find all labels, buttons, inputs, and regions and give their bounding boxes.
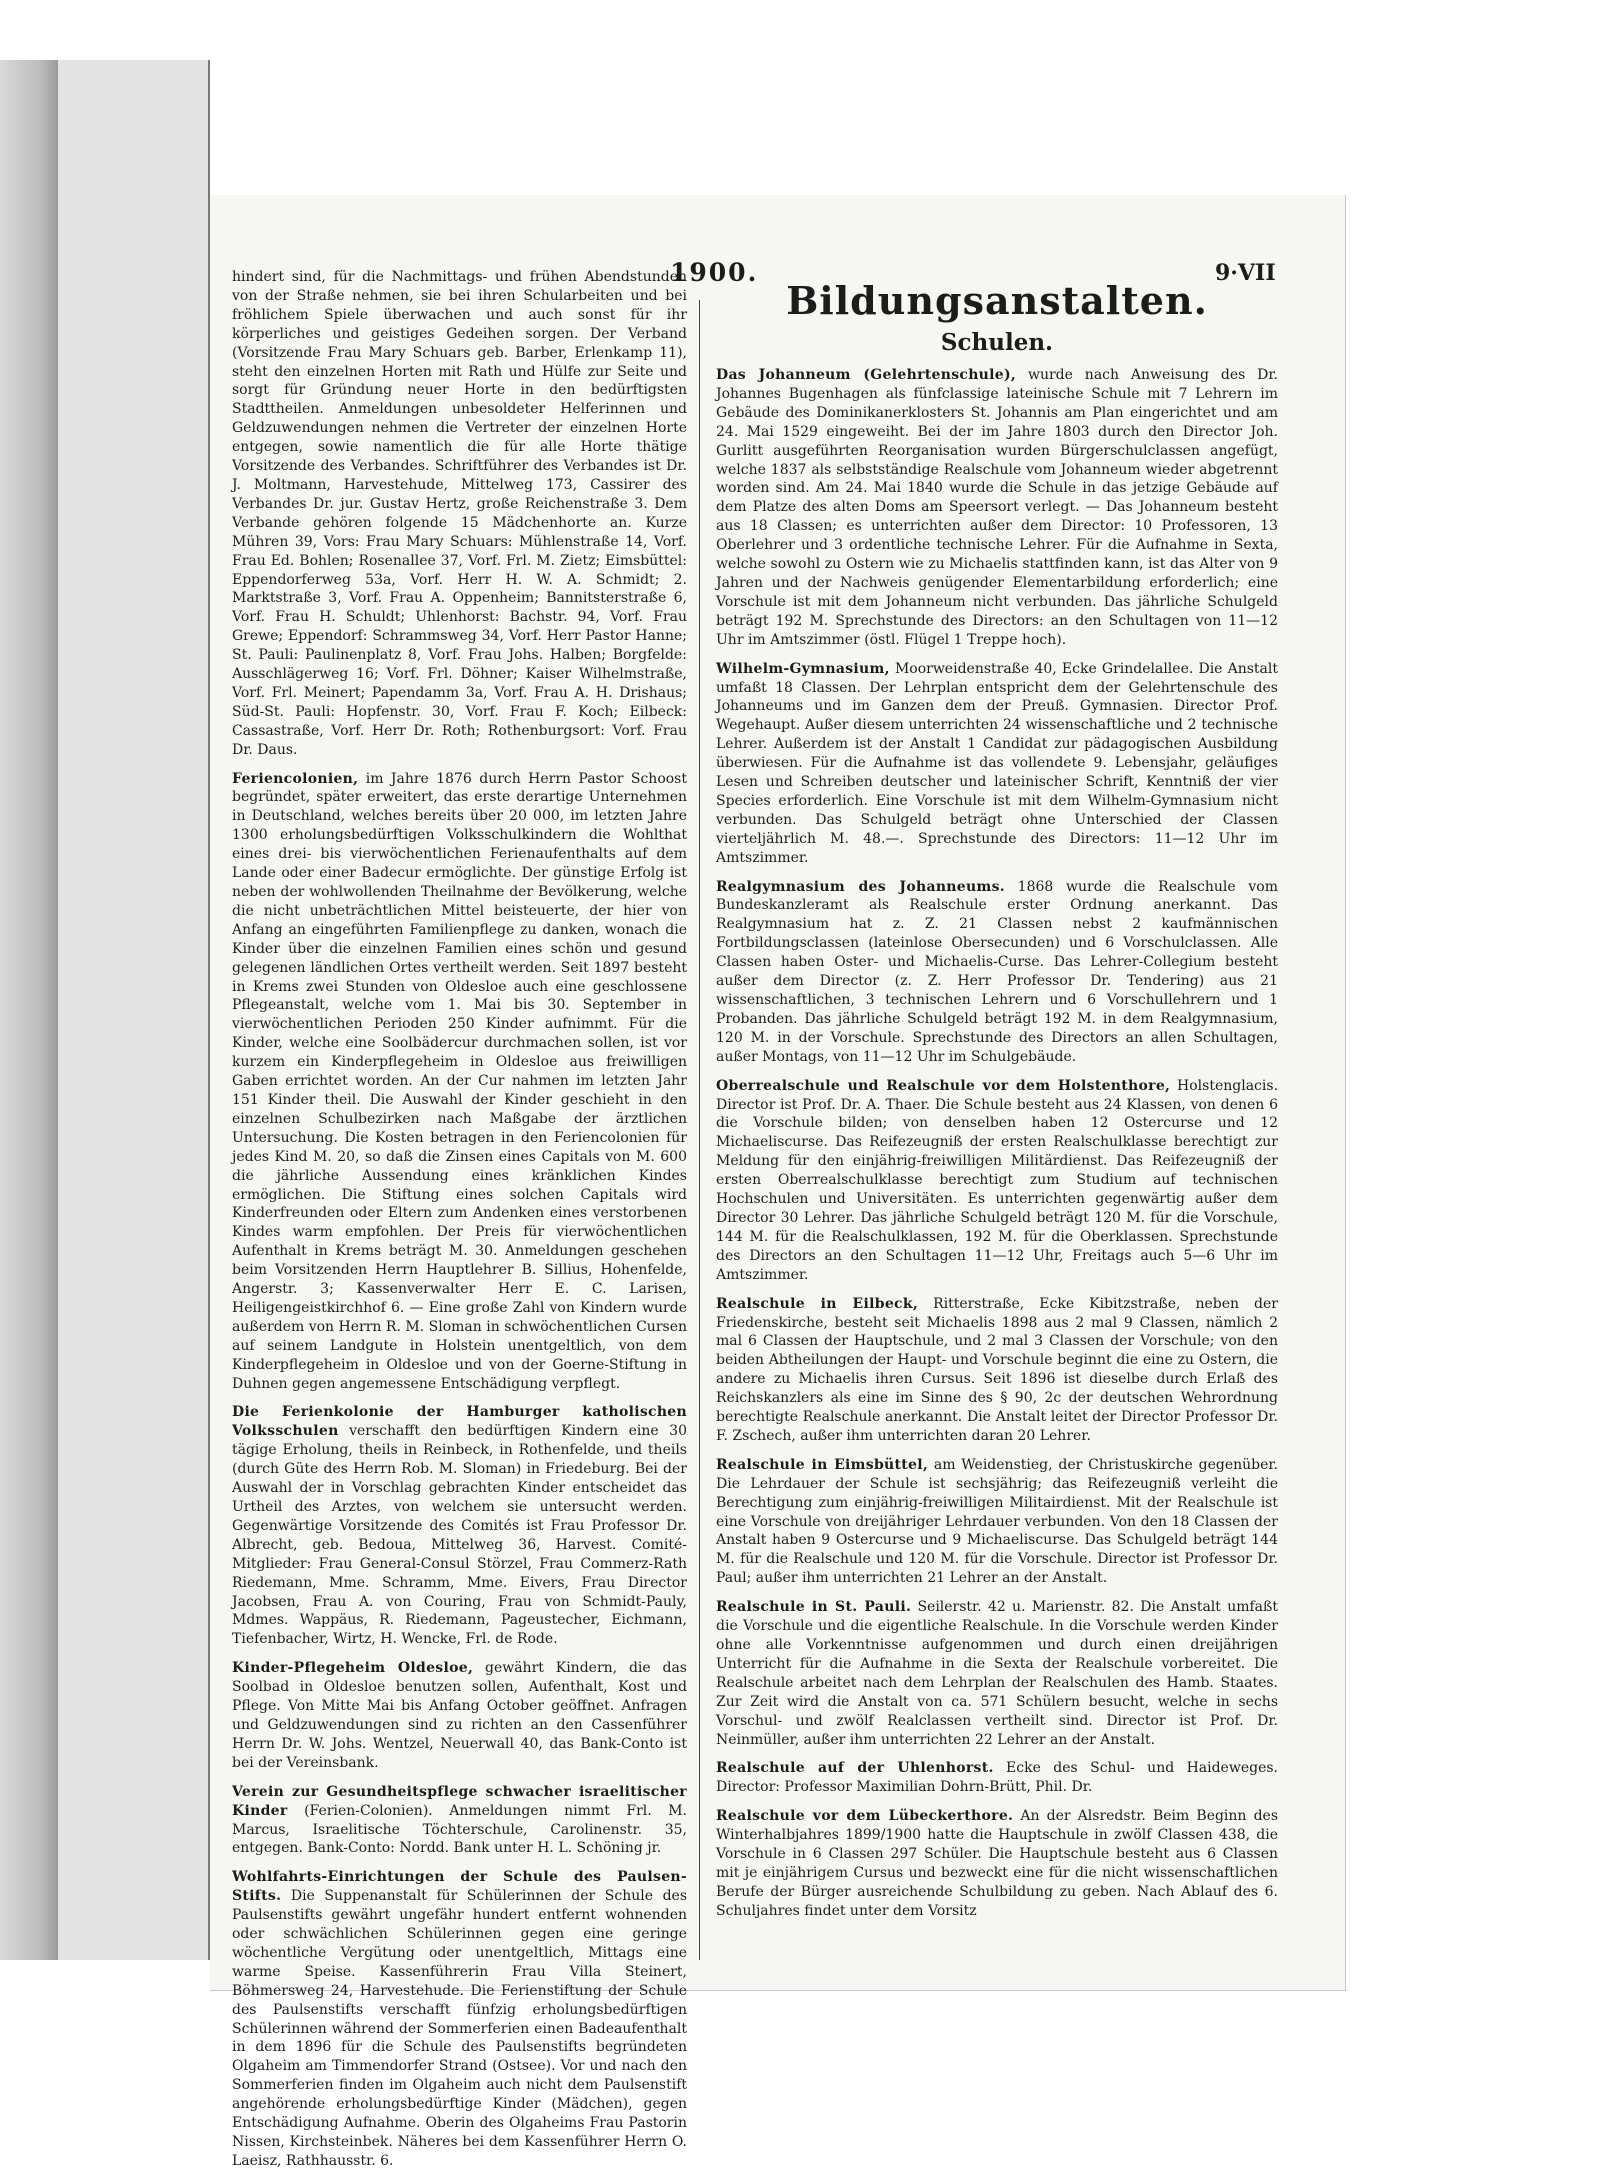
right-column	[716, 278, 1278, 1931]
paragraph-title: Feriencolonien,	[232, 770, 359, 787]
paragraph	[716, 1077, 1278, 1285]
paragraph	[716, 1456, 1278, 1588]
paragraph-text: gewährt Kindern, die das Soolbad in Oldesloe benutzen sollen, Aufenthalt, Kost und Pflege. Von Mitte Mai bis Anfang October geöffnet. Anfragen und Geldzuwendungen sind zu richten an den Cassenführer Herrn Dr. W. Johs. Wentzel, Neuerwall 40, das Bank-Conto ist bei der Vereinsbank.	[232, 1660, 687, 1771]
paragraph-title: Das Johanneum (Gelehrtenschule),	[716, 367, 1017, 383]
paragraph-title: Realschule in St. Pauli.	[716, 1599, 912, 1616]
paragraph-text: am Weidenstieg, der Christuskirche gegenüber. Die Lehrdauer der Schule ist sechsjährig; das Reifezeugniß verleiht die Berechtigung zum einjährig-freiwilligen Militairdienst. Mit der Realschule ist eine Vorschule von dreijähriger Lehrdauer verbunden. Von den 18 Classen der Anstalt haben 9 Ostercurse und 9 Michaeliscurse. Das Schulgeld beträgt 144 M. für die Realschule und 120 M. für die Vorschule. Director ist Professor Dr. Paul; außer ihm unterrichten 21 Lehrer an der Anstalt.	[716, 1456, 1278, 1587]
paragraph	[232, 1659, 687, 1772]
paragraph	[716, 660, 1278, 868]
paragraph	[716, 1598, 1278, 1749]
paragraph	[716, 1295, 1278, 1446]
paragraph-title: Realgymnasium des Johanneums.	[716, 878, 1005, 895]
paragraph-text: hindert sind, für die Nachmittags- und frühen Abendstunden von der Straße nehmen, sie bei ihren Schularbeiten und bei fröhlichem Spiele überwachen und auch sonst für ihr körperliches und geistiges Gedeihen sorgen. Der Verband (Vorsitzende Frau Mary Schuars geb. Barber, Erlenkamp 11), steht den einzelnen Horten mit Rath und Hülfe zur Seite und sorgt für Gründung neuer Horte in den bedürftigsten Stadttheilen. Anmeldungen unbesoldeter Helferinnen und Geldzuwendungen nehmen die Vertreter der einzelnen Horte entgegen, sowie namentlich die für alle Horte thätige Vorsitzende des Verbandes. Schriftführer des Verbandes ist Dr. J. Moltmann, Harvestehude, Mittelweg 173, Cassirer des Verbandes Dr. jur. Gustav Hertz, große Reichenstraße 3. Dem Verbande gehören folgende 15 Mädchenhorte an. Kurze Mühren 39, Vors: Frau Mary Schuars: Mühlenstraße 14, Vorf. Frau Ed. Bohlen; Rosenallee 37, Vorf. Frl. M. Zietz; Eimsbüttel: Eppendorferweg 53a, Vorf. Herr H. W. A. Schmidt; 2. Marktstraße 3, Vorf. Frau A. Oppenheim; Bannitsterstraße 6, Vorf. Frau H. Schuldt; Uhlenhorst: Bachstr. 94, Vorf. Frau Grewe; Eppendorf: Schrammsweg 34, Vorf. Herr Pastor Hanne; St. Pauli: Paulinenplatz 8, Vorf. Frau Johs. Halben; Borgfelde: Ausschlägerweg 16; Vorf. Frl. Döhner; Kaiser Wilhelmstraße, Vorf. Frl. Meinert; Papendamm 3a, Vorf. Frau A. H. Drishaus; Süd-St. Pauli: Hopfenstr. 30, Vorf. Frau F. Koch; Eilbeck: Cassastraße, Vorf. Herr Dr. Roth; Rothenburgsort: Vorf. Frau Dr. Daus.	[232, 269, 687, 758]
paragraph	[232, 268, 687, 760]
paragraph-text: Ritterstraße, Ecke Kibitzstraße, neben der Friedenskirche, besteht seit Michaelis 1898 aus 2 mal 9 Classen, nämlich 2 mal 6 Classen der Hauptschule, und 2 mal 3 Classen der Vorschule; von den beiden Abtheilungen der Haupt- und Vorschule beginnt die eine zu Ostern, die andere zu Michaelis ihren Cursus. Seit 1896 ist dieselbe durch Erlaß des Reichskanzlers als eine im Sinne des § 90, 2c der deutschen Wehrordnung berechtigte Realschule anerkannt. Die Anstalt leitet der Director Professor Dr. F. Zschech, außer ihm unterrichten daran 20 Lehrer.	[716, 1295, 1278, 1444]
paragraph-text: im Jahre 1876 durch Herrn Pastor Schoost begründet, später erweitert, das erste derartige Unternehmen in Deutschland, welches bereits über 20 000, im letzten Jahre 1300 erholungsbedürftigen Volksschulkindern die Wohlthat eines drei- bis vierwöchentlichen Ferienaufenthalts auf dem Lande oder einer Badecur ermöglichte. Der günstige Erfolg ist neben der wohlwollenden Theilnahme der Bevölkerung, welche die nicht unbeträchtlichen Mittel beisteuerte, der hier von Anfang an eingeführten Familienpflege zu danken, wonach die Kinder über die einzelnen Familien eines schön und gesund gelegenen ländlichen Ortes vertheilt werden. Seit 1897 besteht in Krems zwei Stunden von Oldesloe auch eine geschlossene Pflegeanstalt, welche vom 1. Mai bis 30. September in vierwöchentlichen Perioden 250 Kinder aufnimmt. Für die Kinder, welche eine Soolbädercur durchmachen sollen, ist vor kurzem ein Kinderpflegeheim in Oldesloe aus freiwilligen Gaben errichtet worden. An der Cur nahmen im letzten Jahr 151 Kinder theil. Die Auswahl der Kinder geschieht in den einzelnen Schulbezirken nach Maßgabe der ärztlichen Untersuchung. Die Kosten betragen in den Feriencolonien für jedes Kind M. 20, so daß die Zinsen eines Capitals von M. 600 die jährliche Aussendung eines kränklichen Kindes ermöglichen. Die Stiftung eines solchen Capitals wird Kinderfreunden oder Eltern zum Andenken eines verstorbenen Kindes warm empfohlen. Der Preis für vierwöchentlichen Aufenthalt in Krems beträgt M. 30. Anmeldungen geschehen beim Vorsitzenden Herrn Hauptlehrer B. Sillius, Hohenfelde, Angerstr. 3; Kassenverwalter Herr E. C. Larisen, Heiligengeistkirchhof 6. — Eine große Zahl von Kindern wurde außerdem von Herrn R. M. Sloman in schwöchentlichen Cursen auf seinem Landgute in Holstein unentgeltlich, von dem Kinderpflegeheim in Oldesloe und von der Goerne-Stiftung in Duhnen gegen angemessene Entschädigung verpflegt.	[232, 770, 687, 1392]
paragraph-text: (Ferien-Colonien). Anmeldungen nimmt Frl. M. Marcus, Israelitische Töchterschule, Carolinenstr. 35, entgegen. Bank-Conto: Nordd. Bank unter H. L. Schöning jr.	[232, 1802, 688, 1857]
paragraph-text: Seilerstr. 42 u. Marienstr. 82. Die Anstalt umfaßt die Vorschule und die eigentliche Realschule. In die Vorschule werden Kinder ohne alle Vorkenntnisse aufgenommen und durch einen dreijährigen Unterricht für die Aufnahme in die Sexta der Realschule vorbereitet. Die Realschule arbeitet nach dem Lehrplan der Realschulen des Hamb. Staates. Zur Zeit wird die Anstalt von ca. 571 Schülern besucht, welche in sechs Vorschul- und zwölf Realclassen vertheilt sind. Director ist Prof. Dr. Neinmüller, außer ihm unterrichten 22 Lehrer an der Anstalt.	[716, 1599, 1278, 1748]
left-column	[232, 268, 687, 2181]
paragraph-text: Moorweidenstraße 40, Ecke Grindelallee. Die Anstalt umfaßt 18 Classen. Der Lehrplan entspricht dem der Gelehrtenschule des Johanneums und im Ganzen dem der Preuß. Gymnasien. Director Prof. Wegehaupt. Außer diesem unterrichten 24 wissenschaftliche und 2 technische Lehrer. Außerdem ist der Anstalt 1 Candidat zur pädagogischen Ausbildung überwiesen. Für die Aufnahme ist das vollendete 9. Lebensjahr, geläufiges Lesen und Schreiben deutscher und lateinischer Schrift, Kenntniß der vier Species erforderlich. Eine Vorschule ist mit dem Wilhelm-Gymnasium nicht verbunden. Das Schulgeld beträgt ohne Unterschied der Classen vierteljährlich M. 48.—. Sprechstunde des Directors: 11—12 Uhr im Amtszimmer.	[716, 660, 1278, 866]
paragraph-title: Kinder-Pflegeheim Oldesloe,	[232, 1660, 474, 1677]
paragraph-title: Verein zur Gesundheitspflege schwacher israelitischer Kinder	[232, 1783, 687, 1819]
paragraph	[232, 1783, 687, 1859]
paragraph-text: Holstenglacis. Director ist Prof. Dr. A. Thaer. Die Schule besteht aus 24 Klassen, von denen 6 die Vorschule bilden; von denselben haben 12 Ostercurse und 12 Michaeliscurse. Das Reifezeugniß der ersten Realschulklasse berechtigt zur Meldung für den einjährig-freiwilligen Militärdienst. Das Reifezeugniß der ersten Oberrealschulklasse berechtigt zum Studium auf technischen Hochschulen und Universitäten. Es unterrichten gegenwärtig außer dem Director 30 Lehrer. Das jährliche Schulgeld beträgt 120 M. für die Vorschule, 144 M. für die Realschulklassen, 192 M. für die Oberklassen. Sprechstunde des Directors an den Schultagen 11—12 Uhr, Freitags auch 5—6 Uhr im Amtszimmer.	[716, 1077, 1279, 1283]
column-divider	[699, 300, 700, 1960]
paragraph-title: Oberrealschule und Realschule vor dem Holstenthore,	[716, 1077, 1171, 1094]
paragraph-title: Wohlfahrts-Einrichtungen der Schule des Paulsen-Stifts.	[232, 1869, 687, 1905]
page-header-year: 1900.	[670, 258, 759, 287]
page-header-code: 9·VII	[1215, 260, 1276, 286]
paragraph-text: 1868 wurde die Realschule vom Bundeskanzleramt als Realschule erster Ordnung anerkannt. Das Realgymnasium hat z. Z. 21 Classen nebst 2 kaufmännischen Fortbildungsclassen (lateinlose Obersecunden) und 6 Vorschulclassen. Alle Classen haben Oster- und Michaelis-Curse. Das Lehrer-Collegium besteht außer dem Director (z. Z. Herr Professor Dr. Tendering) aus 21 wissenschaftlichen, 3 technischen Lehrern und 6 Vorschullehrern und 1 Probanden. Das jährliche Schulgeld beträgt 192 M. in dem Realgymnasium, 120 M. in der Vorschule. Sprechstunde des Directors an allen Schultagen, außer Montags, von 11—12 Uhr im Schulgebäude.	[716, 878, 1278, 1065]
paragraph	[716, 1807, 1278, 1920]
paragraph-text: verschafft den bedürftigen Kindern eine 30 tägige Erholung, theils in Reinbeck, in Rothenfelde, und theils (durch Güte des Herrn Rob. M. Sloman) in Friedeburg. Bei der Auswahl der in Vorschlag gebrachten Kinder entscheidet das Urtheil des Arztes, von welchem sie untersucht werden. Gegenwärtige Vorsitzende des Comités ist Frau Professor Dr. Albrecht, geb. Bedoua, Mittelweg 36, Harvest. Comité-Mitglieder: Frau General-Consul Störzel, Frau Commerz-Rath Riedemann, Mme. Schramm, Mme. Eivers, Frau Director Jacobsen, Frau A. von Couring, Frau von Schmidt-Pauly, Mdmes. Wappäus, R. Riedemann, Pageustecher, Eichmann, Tiefenbacher, Wirtz, H. Wencke, Frl. de Rode.	[232, 1423, 687, 1648]
paragraph-title: Realschule in Eimsbüttel,	[716, 1456, 929, 1473]
paragraph-text: wurde nach Anweisung des Dr. Johannes Bugenhagen als fünfclassige lateinische Schule mit 7 Lehrern im Gebäude des Dominikanerklosters St. Johannis am Plan eingerichtet und am 24. Mai 1529 eingeweiht. Bei der im Jahre 1803 durch den Director Joh. Gurlitt ausgeführten Reorganisation wurden Bürgerschulclassen angefügt, welche 1837 als selbstständige Realschule vom Johanneum wieder abgetrennt worden sind. Am 24. Mai 1840 wurde die Schule in das jetzige Gebäude auf dem Platze des alten Doms am Speersort verlegt. — Das Johanneum besteht aus 18 Classen; es unterrichten außer dem Director: 10 Professoren, 13 Oberlehrer und 3 ordentliche technische Lehrer. Für die Aufnahme in Sexta, welche sowohl zu Ostern wie zu Michaelis stattfinden kann, ist das Alter von 9 Jahren und der Nachweis genügender Elementarbildung erforderlich; eine Vorschule ist mit dem Johanneum nicht verbunden. Das jährliche Schulgeld beträgt 192 M. Sprechstunde des Directors: an den Schultagen von 11—12 Uhr im Amtszimmer (östl. Flügel 1 Treppe hoch).	[716, 367, 1278, 648]
paragraph-title: Wilhelm-Gymnasium,	[716, 660, 890, 677]
paragraph	[232, 1403, 687, 1649]
previous-page-edge	[58, 60, 210, 1960]
paragraph	[716, 366, 1278, 650]
section-subtitle: Schulen.	[940, 329, 1054, 356]
scan-background-edge	[0, 60, 58, 1960]
paragraph	[232, 770, 687, 1394]
paragraph	[716, 1759, 1278, 1797]
paragraph-title: Realschule in Eilbeck,	[716, 1295, 919, 1312]
paragraph	[716, 878, 1278, 1067]
section-title: Bildungsanstalten.	[786, 278, 1208, 323]
paragraph-title: Die Ferienkolonie der Hamburger katholischen Volksschulen	[232, 1404, 687, 1440]
paragraph-text: An der Alsredstr. Beim Beginn des Winterhalbjahres 1899/1900 hatte die Hauptschule in zwölf Classen 438, die Vorschule in 6 Classen 297 Schüler. Die Hauptschule besteht aus 6 Classen mit je einjährigem Cursus und bezweckt eine für die nicht wissenschaftlichen Berufe der Bürger ausreichende Schulbildung zu geben. Nach Ablauf des 6. Schuljahres findet unter dem Vorsitz	[716, 1808, 1279, 1919]
paragraph-text: Die Suppenanstalt für Schülerinnen der Schule des Paulsenstifts gewährt ungefähr hundert entfernt wohnenden oder schwächlichen Schülerinnen gegen eine geringe wöchentliche Vergütung oder unentgeltlich, Mittags eine warme Speise. Kassenführerin Frau Villa Steinert, Böhmersweg 24, Harvestehude. Die Ferienstiftung der Schule des Paulsenstifts verschafft fünfzig erholungsbedürftigen Schülerinnen während der Sommerferien einen Badeaufenthalt in dem 1896 für die Schule des Paulsenstifts begründeten Olgaheim am Timmendorfer Strand (Ostsee). Vor und nach den Sommerferien finden im Olgaheim auch nicht dem Paulsenstift angehörende erholungsbedürftige Kinder (Mädchen), gegen Entschädigung Aufnahme. Oberin des Olgaheims Frau Pastorin Nissen, Kirchsteinbek. Näheres bei dem Kassenführer Herrn O. Laeisz, Rathhausstr. 6.	[232, 1888, 688, 2169]
paragraph-text: Ecke des Schul- und Haideweges. Director: Professor Maximilian Dohrn-Brütt, Phil. Dr.	[716, 1760, 1278, 1796]
paragraph	[232, 1868, 687, 2171]
paragraph-title: Realschule auf der Uhlenhorst.	[716, 1760, 994, 1777]
paragraph-title: Realschule vor dem Lübeckerthore.	[716, 1808, 1014, 1825]
